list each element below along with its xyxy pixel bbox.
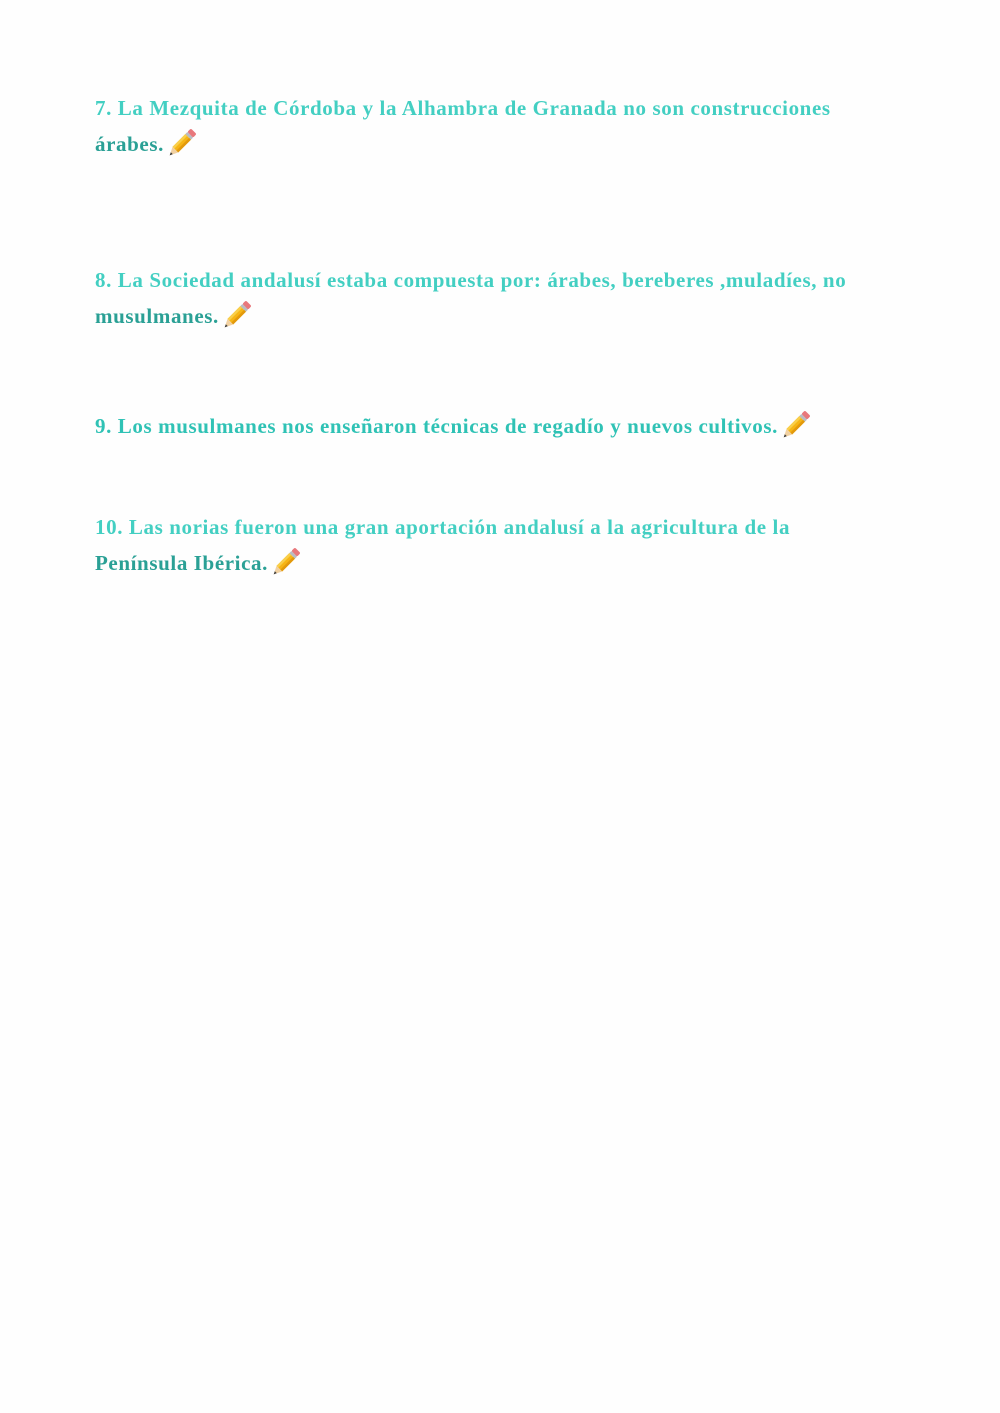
statement-8-line-2-wrap — [95, 298, 885, 334]
statement-10-line-2: Península Ibérica. — [95, 551, 268, 575]
statement-10 — [95, 509, 885, 581]
pencil-icon[interactable] — [269, 547, 301, 579]
statement-8 — [95, 262, 885, 334]
statement-9 — [95, 408, 885, 444]
statement-7-line-2: árabes. — [95, 132, 164, 156]
pencil-icon[interactable] — [779, 410, 811, 442]
pencil-icon[interactable] — [220, 300, 252, 332]
statement-8-line-2: musulmanes. — [95, 304, 219, 328]
statement-10-line-2-wrap — [95, 545, 885, 581]
statement-7-line-2-wrap — [95, 126, 885, 162]
statement-10-line-1: 10. Las norias fueron una gran aportación andalusí a la agricultura de la — [95, 515, 791, 539]
statement-7 — [95, 90, 885, 162]
statement-9-line-1: 9. Los musulmanes nos enseñaron técnicas de regadío y nuevos cultivos. — [95, 414, 778, 438]
statement-9-line-wrap — [95, 408, 885, 444]
statement-8-line-1: 8. La Sociedad andalusí estaba compuesta por: árabes, bereberes ,muladíes, no — [95, 268, 847, 292]
pencil-icon[interactable] — [165, 128, 197, 160]
statement-7-line-1: 7. La Mezquita de Córdoba y la Alhambra de Granada no son construcciones — [95, 96, 831, 120]
